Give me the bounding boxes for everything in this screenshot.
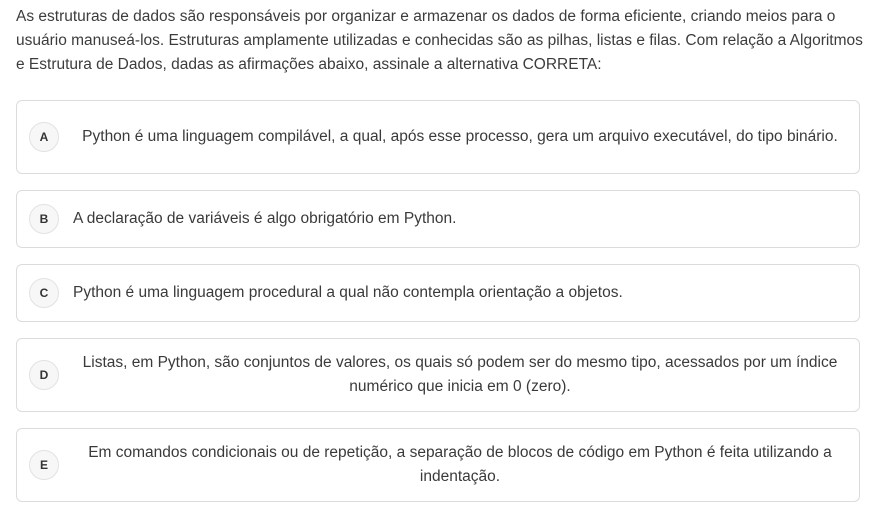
- option-c[interactable]: [16, 264, 860, 322]
- option-b[interactable]: [16, 190, 860, 248]
- option-b-text: A declaração de variáveis é algo obrigatório em Python.: [73, 210, 457, 227]
- question-text: As estruturas de dados são responsáveis por organizar e armazenar os dados de forma eficiente, criando meios para o usuário manuseá-los. Estruturas amplamente utilizadas e conhecidas são as pilhas, listas e filas. Com relação a Algoritmos e Estrutura de Dados, dadas as afirmações abaixo, assinale a alternativa CORRETA:: [16, 8, 863, 73]
- option-e-letter: E: [29, 450, 59, 480]
- option-d-letter: D: [29, 360, 59, 390]
- option-a[interactable]: [16, 100, 860, 174]
- option-e[interactable]: [16, 428, 860, 502]
- option-d[interactable]: [16, 338, 860, 412]
- option-b-letter: B: [29, 204, 59, 234]
- option-a-text: Python é uma linguagem compilável, a qual, após esse processo, gera um arquivo executável, do tipo binário.: [82, 128, 838, 145]
- option-a-letter: A: [29, 122, 59, 152]
- option-c-text: Python é uma linguagem procedural a qual não contempla orientação a objetos.: [73, 284, 623, 301]
- option-d-text: Listas, em Python, são conjuntos de valores, os quais só podem ser do mesmo tipo, acessados por um índice numérico que inicia em 0 (zero).: [82, 354, 838, 395]
- option-c-letter: C: [29, 278, 59, 308]
- option-e-text: Em comandos condicionais ou de repetição, a separação de blocos de código em Python é feita utilizando a indentação.: [88, 444, 832, 485]
